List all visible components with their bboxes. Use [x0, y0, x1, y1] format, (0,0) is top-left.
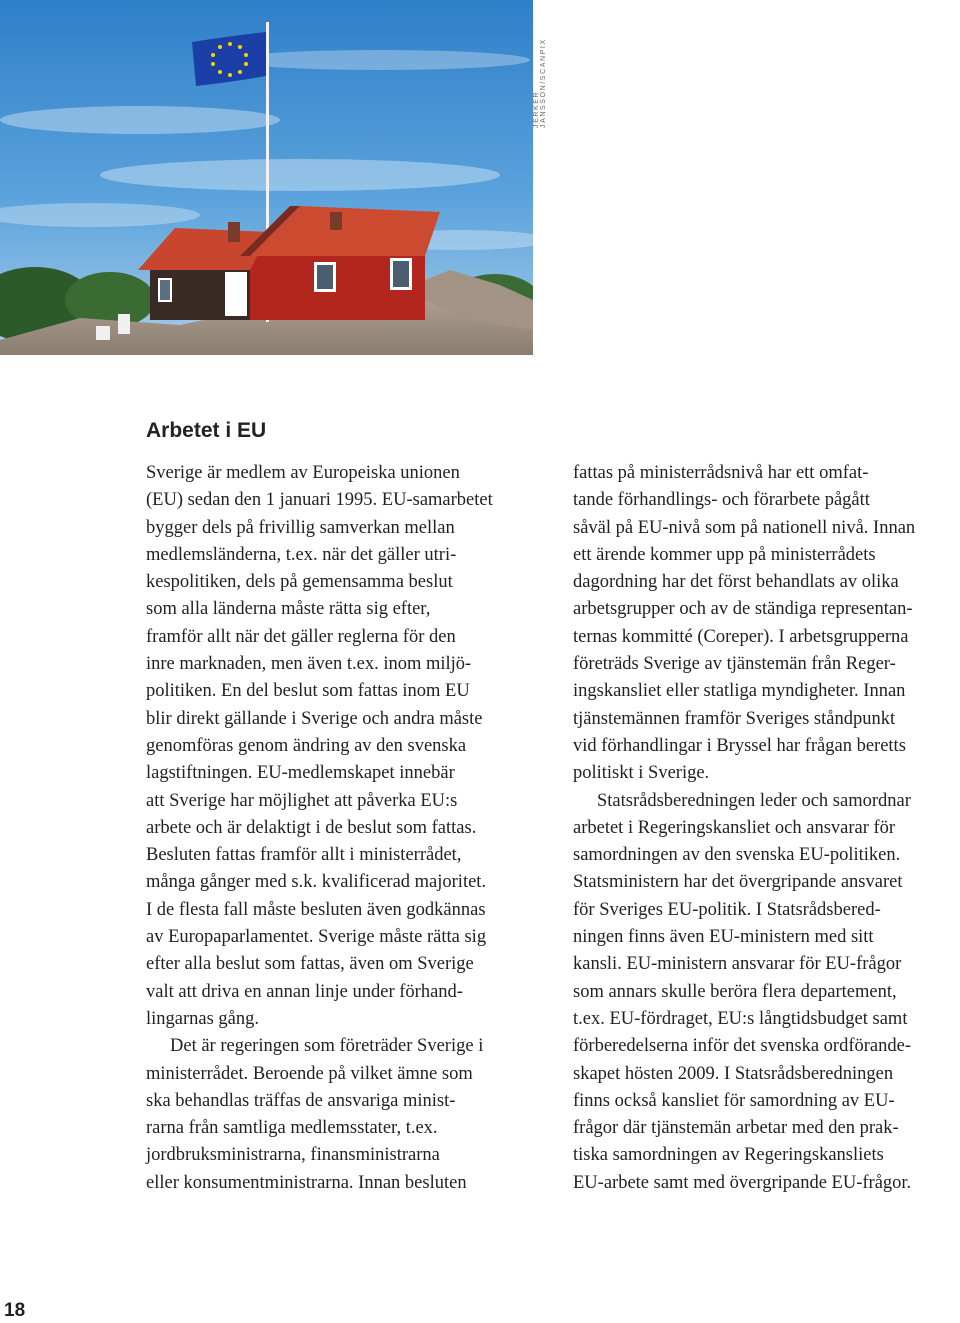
text-line: jordbruksministrarna, finansministrarna	[146, 1145, 440, 1166]
text-line: att Sverige har möjlighet att påverka EU:s	[146, 790, 458, 811]
article-heading: Arbetet i EU	[146, 419, 267, 442]
text-line: skapet hösten 2009. I Statsrådsberedningen	[573, 1063, 894, 1084]
text-line: arbete och är delaktigt i de beslut som fattas.	[146, 817, 477, 838]
eu-flag-house-photo	[0, 0, 533, 355]
text-line: många gånger med s.k. kvalificerad majoritet.	[146, 872, 487, 893]
text-line: EU-arbete samt med övergripande EU-frågor.	[573, 1172, 912, 1193]
text-line: kansli. EU-ministern ansvarar för EU-frågor	[573, 954, 902, 975]
text-line: Besluten fattas framför allt i ministerrådet,	[146, 845, 462, 866]
text-line: efter alla beslut som fattas, även om Sverige	[146, 954, 474, 975]
photo-credit: JERKER JANSSON/SCANPIX	[533, 38, 547, 128]
text-line: såväl på EU-nivå som på nationell nivå. Innan	[573, 517, 916, 538]
text-line: eller konsumentministrarna. Innan besluten	[146, 1172, 467, 1193]
text-line: som alla länderna måste rätta sig efter,	[146, 599, 431, 620]
text-line: inre marknaden, men även t.ex. inom miljö-	[146, 654, 472, 675]
text-line: (EU) sedan den 1 januari 1995. EU-samarbetet	[146, 490, 493, 511]
text-line: som annars skulle beröra flera departement,	[573, 981, 897, 1002]
text-line: vid förhandlingar i Bryssel har frågan beretts	[573, 735, 906, 756]
text-line: samordningen av den svenska EU-politiken.	[573, 845, 901, 866]
text-line: fattas på ministerrådsnivå har ett omfat-	[573, 463, 869, 483]
text-line: tande förhandlings- och förarbete pågått	[573, 490, 870, 511]
text-line: bygger dels på frivillig samverkan mellan	[146, 517, 455, 538]
text-line: kespolitiken, dels på gemensamma beslut	[146, 572, 453, 593]
text-line: lagstiftningen. EU-medlemskapet innebär	[146, 763, 455, 784]
text-line: ternas kommitté (Coreper). I arbetsgrupperna	[573, 626, 909, 647]
text-line: Statsministern har det övergripande ansvaret	[573, 872, 903, 893]
text-line: arbetet i Regeringskansliet och ansvarar för	[573, 817, 896, 838]
text-line: Det är regeringen som företräder Sverige i	[170, 1036, 484, 1057]
text-line: tiska samordningen av Regeringskansliets	[573, 1145, 884, 1166]
text-line: ningen finns även EU-ministern med sitt	[573, 927, 874, 948]
text-line: finns också kansliet för samordning av EU-	[573, 1090, 895, 1111]
text-line: dagordning har det först behandlats av olika	[573, 572, 899, 593]
text-line: ska behandlas träffas de ansvariga minist-	[146, 1090, 456, 1111]
page-number: 18	[4, 1300, 26, 1321]
text-line: Statsrådsberedningen leder och samordnar	[597, 790, 911, 811]
text-line: förberedelserna inför det svenska ordförande-	[573, 1036, 911, 1057]
text-line: framför allt när det gäller reglerna för den	[146, 626, 456, 647]
text-line: arbetsgrupper och av de ständiga representan-	[573, 599, 913, 620]
text-line: politiskt i Sverige.	[573, 763, 710, 784]
text-line: ingskansliet eller statliga myndigheter. Innan	[573, 681, 906, 702]
text-line: lingarnas gång.	[146, 1008, 260, 1029]
text-line: valt att driva en annan linje under förhand-	[146, 981, 463, 1002]
text-line: rarna från samtliga medlemsstater, t.ex.	[146, 1118, 438, 1139]
text-line: av Europaparlamentet. Sverige måste rätta sig	[146, 927, 487, 948]
text-line: för Sveriges EU-politik. I Statsrådsbered-	[573, 899, 881, 920]
text-line: tjänstemännen framför Sveriges ståndpunkt	[573, 708, 896, 729]
text-line: ett ärende kommer upp på ministerrådets	[573, 544, 876, 565]
text-line: politiken. En del beslut som fattas inom EU	[146, 681, 470, 702]
text-line: blir direkt gällande i Sverige och andra måste	[146, 708, 483, 729]
text-line: företräds Sverige av tjänstemän från Reger-	[573, 654, 896, 675]
text-line: t.ex. EU-fördraget, EU:s långtidsbudget samt	[573, 1008, 908, 1029]
text-line: ministerrådet. Beroende på vilket ämne som	[146, 1063, 473, 1084]
text-line: genomföras genom ändring av den svenska	[146, 735, 467, 756]
text-line: Sverige är medlem av Europeiska unionen	[146, 463, 460, 483]
text-line: frågor där tjänstemän arbetar med den prak-	[573, 1118, 899, 1139]
text-line: medlemsländerna, t.ex. när det gäller utri-	[146, 544, 457, 565]
article-column-2	[573, 460, 960, 1197]
text-line: I de flesta fall måste besluten även godkännas	[146, 899, 486, 920]
article-column-1	[146, 460, 546, 1197]
